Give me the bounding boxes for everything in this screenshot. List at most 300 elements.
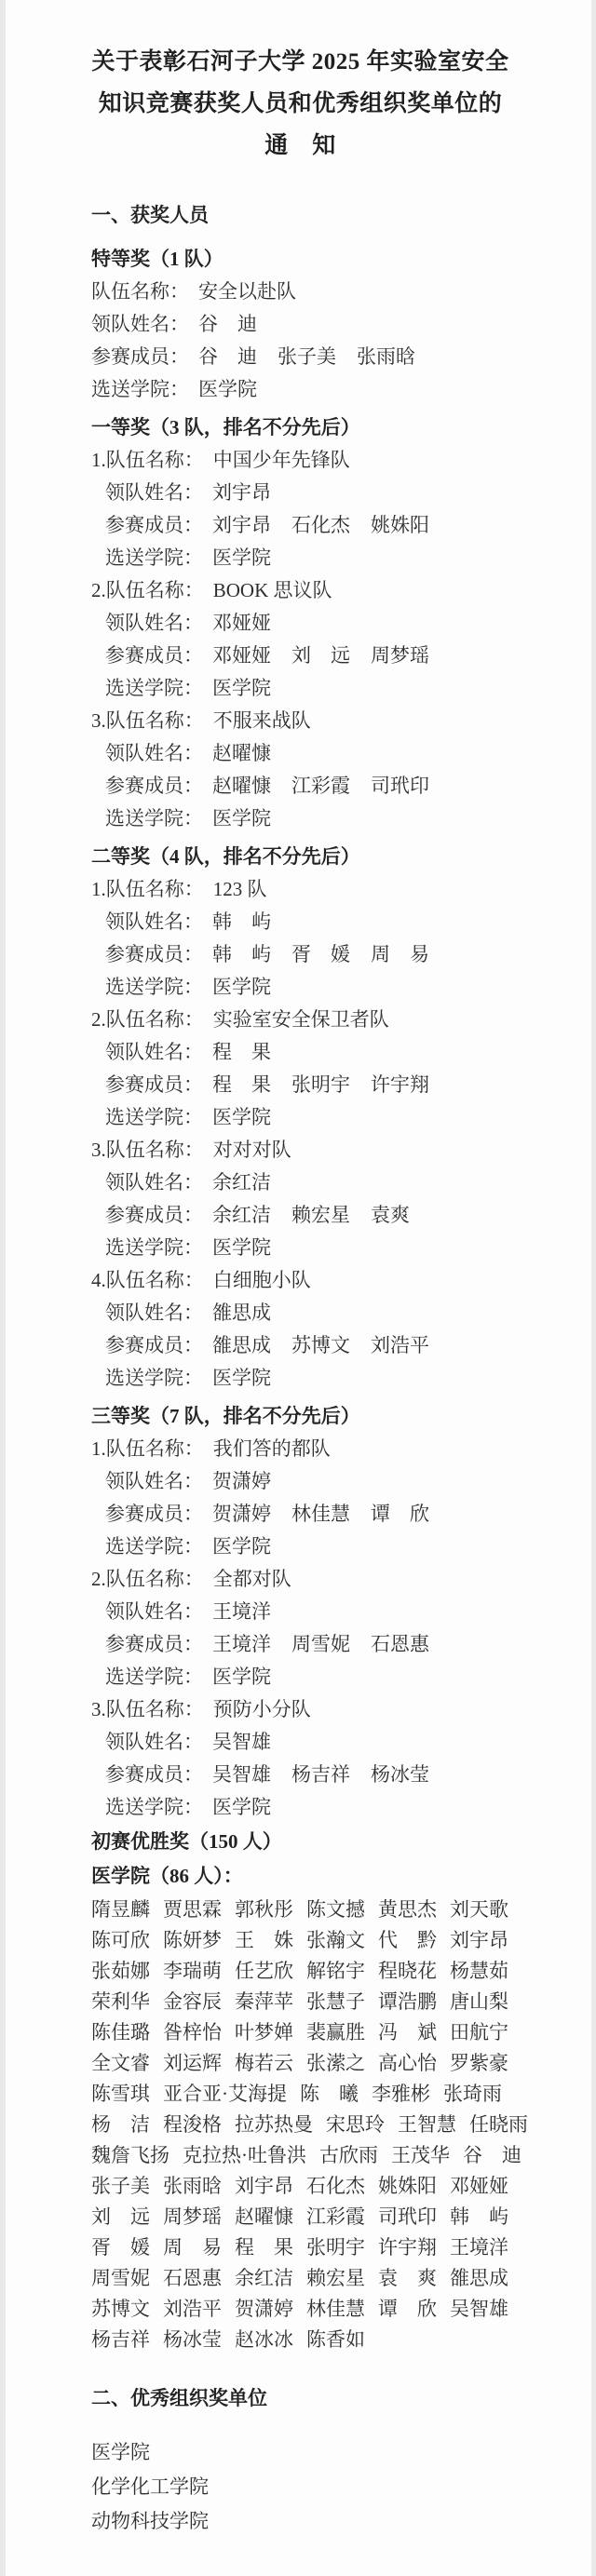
members-values [198, 345, 415, 368]
leader-value: 赵曜慷 [212, 742, 271, 764]
winner-name: 杨慧茹 [450, 1960, 508, 1982]
college-value: 医学院 [212, 1535, 271, 1558]
team-name-line [91, 1264, 509, 1297]
members-values [212, 644, 429, 667]
team-name-label: 队伍名称： [105, 709, 204, 732]
winner-name: 贺潇婷 [235, 2298, 293, 2320]
team-number: 1. [91, 878, 106, 900]
team-block [91, 1433, 509, 1563]
college-label: 选送学院： [105, 1666, 203, 1688]
winner-name: 刘浩平 [163, 2298, 222, 2320]
team-block [91, 1264, 509, 1395]
leader-value: 程 果 [212, 1041, 271, 1063]
member-name: 许宇翔 [371, 1073, 429, 1096]
members-values [212, 514, 429, 536]
members-values [212, 1334, 429, 1356]
title-line-1: 关于表彰石河子大学 2025 年实验室安全 [91, 49, 509, 74]
team-number: 2. [91, 1008, 106, 1031]
winner-name: 林佳慧 [306, 2298, 365, 2320]
winner-name: 解铭宇 [306, 1960, 365, 1982]
winner-name: 高心怡 [378, 2052, 437, 2074]
leader-value: 余红洁 [212, 1171, 271, 1194]
winner-name: 李雅彬 [372, 2083, 430, 2105]
winner-name: 张潆之 [306, 2052, 365, 2074]
college-label: 选送学院： [105, 677, 203, 699]
winner-name: 吴智雄 [450, 2298, 508, 2320]
member-name: 张明宇 [291, 1073, 350, 1096]
member-name: 石化杰 [291, 514, 350, 536]
preliminary-award-heading: 初赛优胜奖（150 人） [91, 1830, 282, 1853]
leader-label: 领队姓名： [105, 1301, 203, 1324]
member-name: 贺潇婷 [212, 1503, 271, 1525]
college-value: 医学院 [198, 378, 257, 400]
winner-name-row [91, 1925, 509, 1956]
team-name-line [91, 705, 509, 737]
members-values [212, 1503, 429, 1525]
team-college-line [91, 1101, 509, 1134]
winner-name: 邓娅娅 [450, 2175, 508, 2197]
members-label: 参赛成员： [105, 1334, 203, 1356]
team-name-value: 中国少年先锋队 [212, 449, 350, 471]
team-leader-line [91, 737, 509, 770]
team-block [91, 705, 509, 835]
member-name: 袁爽 [371, 1204, 410, 1226]
member-name: 韩 屿 [212, 943, 271, 965]
winner-name-row [91, 2171, 509, 2202]
winner-name: 宋思玲 [326, 2113, 385, 2136]
team-leader-line [91, 1167, 509, 1199]
winner-name: 赖宏星 [306, 2267, 365, 2289]
team-name-value: 全都对队 [212, 1568, 291, 1590]
winner-name: 袁 爽 [378, 2267, 437, 2289]
winner-name: 刘宇昂 [450, 1929, 508, 1951]
winner-name: 苏博文 [91, 2298, 150, 2320]
college-value: 医学院 [212, 1666, 271, 1688]
winner-name: 王茂华 [391, 2144, 450, 2166]
leader-value: 邓娅娅 [212, 612, 271, 634]
team-name-value: 对对对队 [212, 1139, 291, 1161]
team-leader-line [91, 1036, 509, 1069]
members-label: 参赛成员： [105, 644, 203, 667]
team-name-value: BOOK 思议队 [212, 579, 332, 601]
member-name: 谭 欣 [371, 1503, 429, 1525]
winner-name: 胥 媛 [91, 2236, 150, 2259]
leader-value: 王境洋 [212, 1600, 271, 1623]
winner-name: 贾思霖 [163, 1898, 222, 1921]
member-name: 余红洁 [212, 1204, 271, 1226]
college-label: 选送学院： [91, 378, 189, 400]
notice-document [6, 0, 591, 2576]
winner-name: 陈雪琪 [91, 2083, 150, 2105]
winner-name: 陈佳璐 [91, 2021, 150, 2043]
member-name: 刘浩平 [371, 1334, 429, 1356]
team-members-line [91, 509, 509, 542]
team-members-line [91, 1199, 509, 1232]
college-value: 医学院 [212, 1796, 271, 1818]
team-leader-line [91, 1726, 509, 1759]
team-college-line [91, 1661, 509, 1693]
members-values [212, 775, 429, 797]
team-number: 3. [91, 1139, 106, 1161]
members-label: 参赛成员： [105, 1633, 203, 1655]
team-name-line [91, 873, 509, 906]
winner-name-grid [91, 1895, 528, 2355]
leader-label: 领队姓名： [105, 1731, 203, 1753]
winner-name: 全文睿 [91, 2052, 150, 2074]
members-label: 参赛成员： [91, 345, 189, 368]
winner-name-row [91, 2140, 522, 2171]
member-name: 石恩惠 [371, 1633, 429, 1655]
team-name-value: 安全以赴队 [198, 280, 296, 303]
winner-name: 任晓雨 [469, 2113, 528, 2136]
members-values [212, 943, 429, 965]
members-values [212, 1763, 429, 1786]
team-college-line [91, 542, 509, 574]
team-members-line [91, 1628, 509, 1661]
winner-name: 雒思成 [450, 2267, 508, 2289]
member-name: 雒思成 [212, 1334, 271, 1356]
team-block [91, 276, 509, 406]
winner-name: 金容辰 [163, 1990, 222, 2013]
winner-name: 王智慧 [398, 2113, 456, 2136]
team-name-line [91, 444, 509, 477]
winner-name: 李瑞萌 [163, 1960, 222, 1982]
team-college-line [91, 802, 509, 835]
winner-name: 刘 远 [91, 2205, 150, 2228]
leader-value: 韩 屿 [212, 910, 271, 933]
winner-name: 赵曜慷 [235, 2205, 293, 2228]
winner-name: 张子美 [91, 2175, 150, 2197]
leader-label: 领队姓名： [105, 1171, 203, 1194]
winner-name: 石化杰 [306, 2175, 365, 2197]
org-unit: 化学化工学院 [91, 2475, 209, 2498]
member-name: 胥 媛 [291, 943, 350, 965]
team-number: 1. [91, 449, 106, 471]
org-unit: 医学院 [91, 2441, 150, 2463]
team-number: 1. [91, 1437, 106, 1460]
team-leader-line [91, 607, 509, 640]
college-label: 选送学院： [105, 1535, 203, 1558]
award-group-heading: 一等奖（3 队，排名不分先后） [91, 416, 360, 438]
winner-name: 程浚格 [163, 2113, 222, 2136]
college-label: 选送学院： [105, 1796, 203, 1818]
team-name-line [91, 1004, 509, 1036]
members-values [212, 1073, 429, 1096]
winner-name-row [91, 2202, 509, 2232]
winner-name: 刘运辉 [163, 2052, 222, 2074]
team-members-line [91, 640, 509, 672]
winner-name: 陈可欣 [91, 1929, 150, 1951]
member-name: 谷 迪 [198, 345, 257, 368]
leader-label: 领队姓名： [105, 910, 203, 933]
winner-name: 魏詹飞扬 [91, 2144, 169, 2166]
winner-name: 张琦雨 [443, 2083, 502, 2105]
member-name: 苏博文 [291, 1334, 350, 1356]
team-name-value: 123 队 [212, 878, 267, 900]
leader-label: 领队姓名： [105, 1041, 203, 1063]
team-name-label: 队伍名称： [105, 1698, 204, 1720]
team-college-line [91, 1232, 509, 1264]
member-name: 周 易 [371, 943, 429, 965]
team-leader-line [91, 1596, 509, 1628]
members-values [212, 1633, 429, 1655]
college-value: 医学院 [212, 1106, 271, 1128]
team-college-line [91, 1362, 509, 1395]
college-value: 医学院 [212, 546, 271, 569]
member-name: 林佳慧 [291, 1503, 350, 1525]
winner-name: 张茹娜 [91, 1960, 150, 1982]
winner-name: 杨吉祥 [91, 2328, 150, 2351]
member-name: 周雪妮 [291, 1633, 350, 1655]
title-line-3: 通 知 [264, 133, 336, 158]
team-name-label: 队伍名称： [91, 280, 189, 303]
team-number: 3. [91, 1698, 106, 1720]
winner-name: 隋昱麟 [91, 1898, 150, 1921]
winner-name: 任艺欣 [235, 1960, 293, 1982]
winner-name: 梅若云 [235, 2052, 293, 2074]
team-name-line [91, 276, 509, 308]
team-members-line [91, 1498, 509, 1531]
winner-name: 古欣雨 [319, 2144, 378, 2166]
member-name: 杨冰莹 [371, 1763, 429, 1786]
winner-name: 拉苏热曼 [235, 2113, 313, 2136]
winner-name: 王境洋 [450, 2236, 508, 2259]
winner-name: 谷 迪 [463, 2144, 522, 2166]
winner-name: 叶梦婵 [235, 2021, 293, 2043]
award-group-heading: 三等奖（7 队，排名不分先后） [91, 1405, 360, 1427]
member-name: 杨吉祥 [291, 1763, 350, 1786]
team-name-line [91, 1134, 509, 1167]
page-title [91, 41, 509, 167]
members-label: 参赛成员： [105, 1204, 203, 1226]
team-name-value: 不服来战队 [212, 709, 311, 732]
college-label: 选送学院： [105, 807, 203, 829]
college-value: 医学院 [212, 807, 271, 829]
members-label: 参赛成员： [105, 1763, 203, 1786]
members-label: 参赛成员： [105, 1503, 203, 1525]
title-line-2: 知识竞赛获奖人员和优秀组织奖单位的 [98, 91, 503, 116]
team-name-value: 预防小分队 [212, 1698, 311, 1720]
team-name-value: 白细胞小队 [212, 1269, 311, 1291]
winner-name: 陈文撼 [306, 1898, 365, 1921]
member-name: 司玳印 [371, 775, 429, 797]
winner-name: 赵冰冰 [235, 2328, 293, 2351]
winner-name: 陈妍梦 [163, 1929, 222, 1951]
team-leader-line [91, 477, 509, 509]
winner-name: 刘宇昂 [235, 2175, 293, 2197]
team-number: 2. [91, 579, 106, 601]
winner-name: 谭 欣 [378, 2298, 437, 2320]
winner-name: 韩 屿 [450, 2205, 508, 2228]
team-name-label: 队伍名称： [105, 1437, 204, 1460]
members-label: 参赛成员： [105, 514, 203, 536]
team-block [91, 1004, 509, 1134]
college-label: 选送学院： [105, 1367, 203, 1389]
winner-name: 江彩霞 [306, 2205, 365, 2228]
team-leader-line [91, 1465, 509, 1498]
college-value: 医学院 [212, 976, 271, 998]
college-label: 选送学院： [105, 1106, 203, 1128]
leader-label: 领队姓名： [105, 1600, 203, 1623]
team-name-label: 队伍名称： [105, 579, 204, 601]
awards-list [91, 243, 509, 1824]
team-members-line [91, 1759, 509, 1791]
leader-label: 领队姓名： [105, 612, 203, 634]
winner-name-row [91, 2294, 509, 2325]
college-label: 选送学院： [105, 976, 203, 998]
team-college-line [91, 373, 509, 406]
winner-name: 程晓花 [378, 1960, 437, 1982]
leader-label: 领队姓名： [105, 742, 203, 764]
member-name: 程 果 [212, 1073, 271, 1096]
team-name-line [91, 1563, 509, 1596]
winner-name: 代 黔 [378, 1929, 437, 1951]
team-block [91, 873, 509, 1004]
winner-name: 陈 曦 [300, 2083, 359, 2105]
award-group-heading: 特等奖（1 队） [91, 248, 224, 270]
winner-name: 司玳印 [378, 2205, 437, 2228]
winner-name: 昝梓怡 [163, 2021, 222, 2043]
team-members-line [91, 938, 509, 971]
winner-name-row [91, 1956, 509, 1987]
college-value: 医学院 [212, 1236, 271, 1259]
winner-name: 裴赢胜 [306, 2021, 365, 2043]
winner-name: 黄思杰 [378, 1898, 437, 1921]
winner-name-row [91, 1987, 509, 2017]
award-group-heading: 二等奖（4 队，排名不分先后） [91, 845, 360, 868]
member-name: 吴智雄 [212, 1763, 271, 1786]
member-name: 江彩霞 [291, 775, 350, 797]
members-label: 参赛成员： [105, 1073, 203, 1096]
team-leader-line [91, 308, 509, 341]
team-block [91, 444, 509, 574]
team-block [91, 1563, 509, 1693]
leader-value: 雒思成 [212, 1301, 271, 1324]
team-name-label: 队伍名称： [105, 1269, 204, 1291]
winner-name-row [91, 2232, 509, 2263]
team-block [91, 574, 509, 705]
member-name: 刘 远 [291, 644, 350, 667]
member-name: 周梦瑶 [371, 644, 429, 667]
winner-name: 张雨晗 [163, 2175, 222, 2197]
team-name-value: 实验室安全保卫者队 [212, 1008, 389, 1031]
college-label: 选送学院： [105, 546, 203, 569]
team-number: 3. [91, 709, 106, 732]
leader-label: 领队姓名： [91, 313, 189, 335]
team-name-value: 我们答的都队 [212, 1437, 331, 1460]
winner-name: 石恩惠 [163, 2267, 222, 2289]
winner-name: 周 易 [163, 2236, 222, 2259]
member-name: 刘宇昂 [212, 514, 271, 536]
winner-name-row [91, 1895, 509, 1925]
leader-label: 领队姓名： [105, 481, 203, 504]
winner-name: 刘天歌 [450, 1898, 508, 1921]
team-college-line [91, 672, 509, 705]
team-college-line [91, 1531, 509, 1563]
preliminary-college-heading: 医学院（86 人）： [91, 1865, 243, 1887]
team-college-line [91, 971, 509, 1004]
winner-name-row [91, 2263, 509, 2294]
winner-name: 田航宁 [450, 2021, 508, 2043]
winner-name-row [91, 2017, 509, 2048]
org-units-list [91, 2435, 509, 2539]
team-leader-line [91, 906, 509, 938]
team-name-label: 队伍名称： [105, 1139, 204, 1161]
team-name-line [91, 1693, 509, 1726]
winner-name-row [91, 2079, 509, 2110]
winner-name: 杨冰莹 [163, 2328, 222, 2351]
winner-name: 张瀚文 [306, 1929, 365, 1951]
member-name: 赵曜慷 [212, 775, 271, 797]
winner-name: 程 果 [235, 2236, 293, 2259]
winner-name: 王 姝 [235, 1929, 293, 1951]
section-org-heading: 二、优秀组织奖单位 [91, 2387, 267, 2409]
team-members-line [91, 1329, 509, 1362]
winner-name-row [91, 2325, 509, 2355]
member-name: 姚姝阳 [371, 514, 429, 536]
team-name-label: 队伍名称： [105, 878, 204, 900]
winner-name: 秦萍苹 [235, 1990, 293, 2013]
team-members-line [91, 341, 509, 373]
winner-name: 荣利华 [91, 1990, 150, 2013]
section-awardees-heading: 一、获奖人员 [91, 204, 209, 226]
winner-name: 周梦瑶 [163, 2205, 222, 2228]
winner-name: 冯 斌 [378, 2021, 437, 2043]
winner-name-row [91, 2110, 528, 2140]
team-name-label: 队伍名称： [105, 1568, 204, 1590]
team-leader-line [91, 1297, 509, 1329]
member-name: 张子美 [278, 345, 336, 368]
team-number: 2. [91, 1568, 106, 1590]
winner-name: 郭秋彤 [235, 1898, 293, 1921]
winner-name: 许宇翔 [378, 2236, 437, 2259]
members-values [212, 1204, 410, 1226]
winner-name: 克拉热·吐鲁洪 [183, 2144, 306, 2166]
leader-value: 谷 迪 [198, 313, 257, 335]
winner-name: 罗紫豪 [450, 2052, 508, 2074]
winner-name: 张明宇 [306, 2236, 365, 2259]
members-label: 参赛成员： [105, 943, 203, 965]
team-name-label: 队伍名称： [105, 1008, 204, 1031]
org-unit: 动物科技学院 [91, 2510, 209, 2532]
college-value: 医学院 [212, 1367, 271, 1389]
winner-name: 余红洁 [235, 2267, 293, 2289]
winner-name: 唐山梨 [450, 1990, 508, 2013]
team-college-line [91, 1791, 509, 1824]
college-label: 选送学院： [105, 1236, 203, 1259]
members-label: 参赛成员： [105, 775, 203, 797]
member-name: 张雨晗 [357, 345, 415, 368]
winner-name: 谭浩鹏 [378, 1990, 437, 2013]
leader-value: 刘宇昂 [212, 481, 271, 504]
team-number: 4. [91, 1269, 106, 1291]
college-value: 医学院 [212, 677, 271, 699]
team-name-line [91, 574, 509, 607]
winner-name: 姚姝阳 [378, 2175, 437, 2197]
team-name-label: 队伍名称： [105, 449, 204, 471]
leader-value: 吴智雄 [212, 1731, 271, 1753]
leader-value: 贺潇婷 [212, 1470, 271, 1492]
team-members-line [91, 770, 509, 802]
winner-name-row [91, 2048, 509, 2079]
member-name: 邓娅娅 [212, 644, 271, 667]
winner-name: 亚合亚·艾海提 [163, 2083, 287, 2105]
team-block [91, 1134, 509, 1264]
winner-name: 杨 洁 [91, 2113, 150, 2136]
winner-name: 张慧子 [306, 1990, 365, 2013]
member-name: 赖宏星 [291, 1204, 350, 1226]
winner-name: 陈香如 [306, 2328, 365, 2351]
